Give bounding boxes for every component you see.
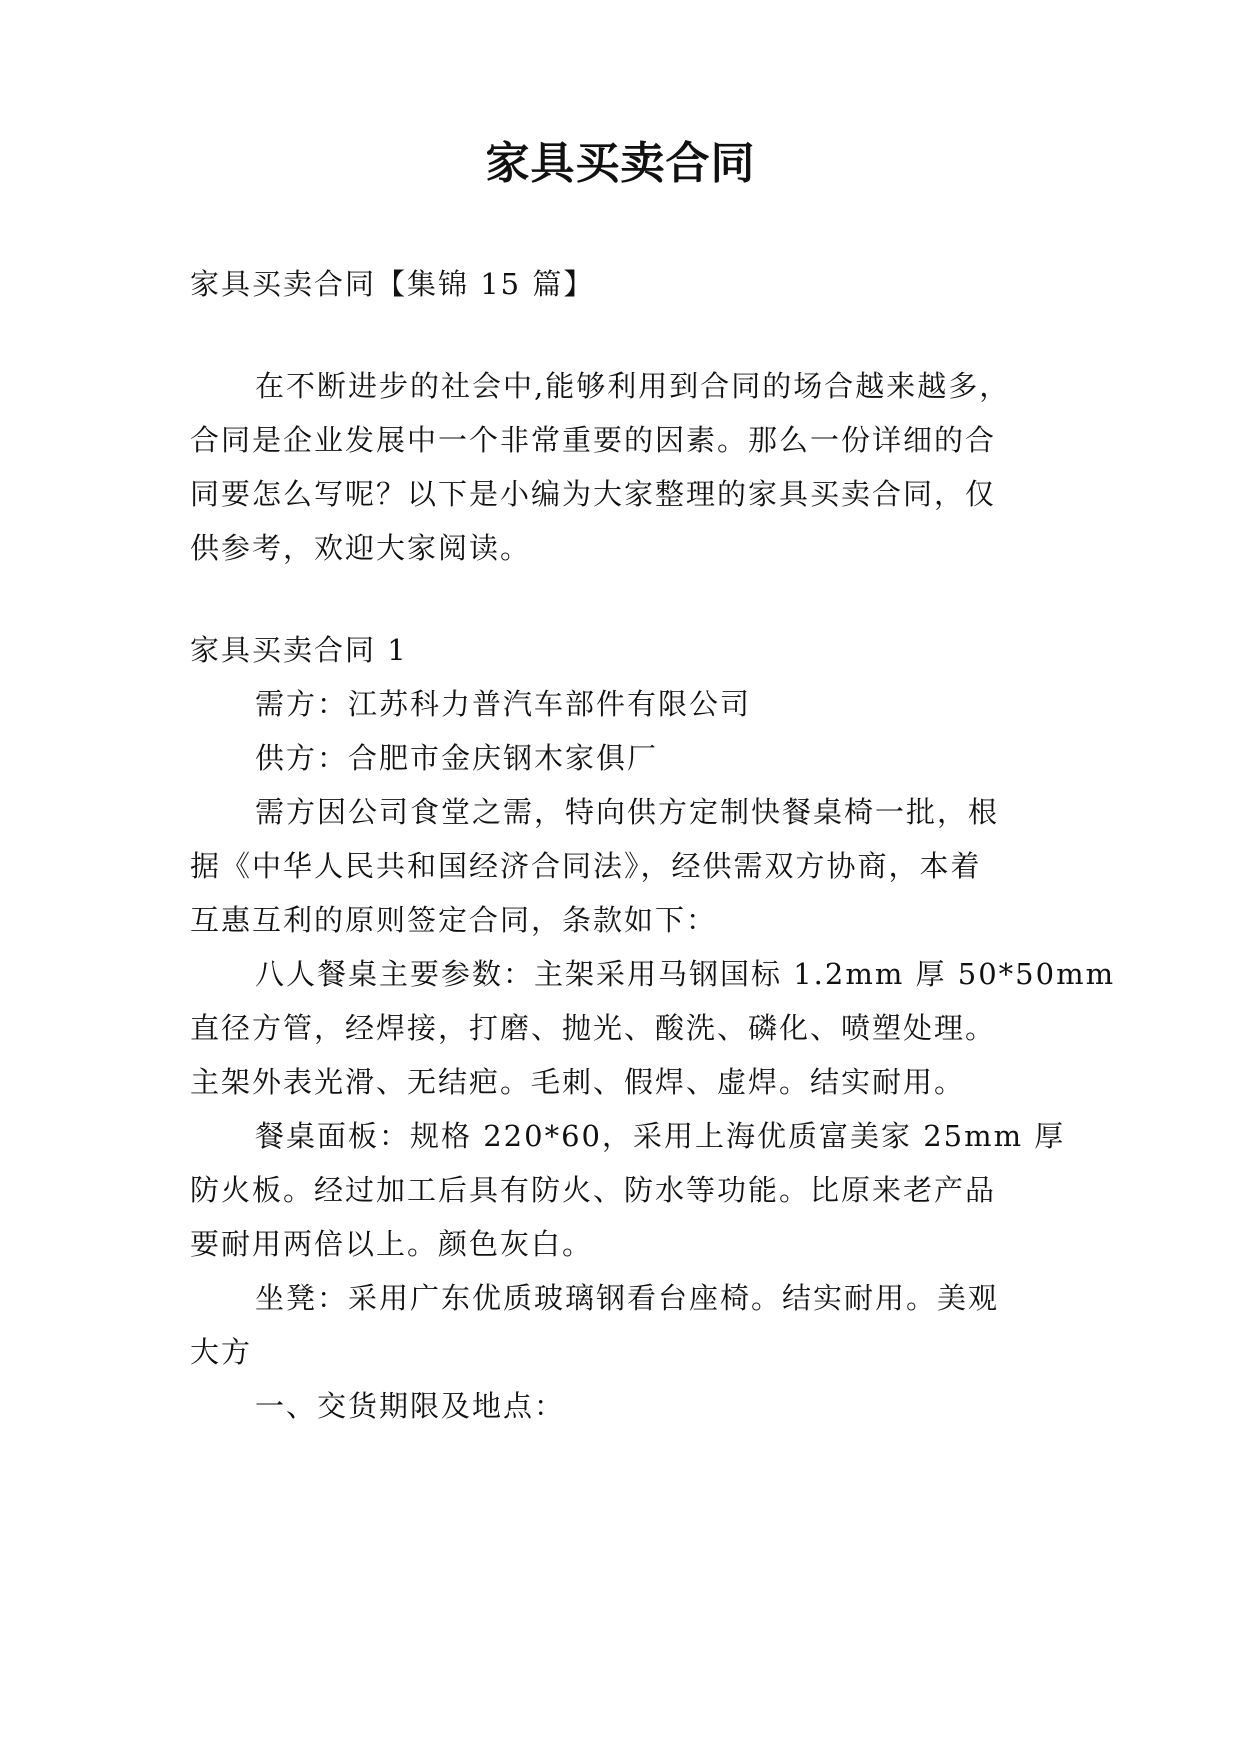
para4-line-2: 大方 xyxy=(190,1335,253,1369)
item1-heading: 一、交货期限及地点： xyxy=(255,1389,566,1423)
document-subtitle: 家具买卖合同【集锦 15 篇】 xyxy=(190,267,595,301)
para1-line-2: 据《中华人民共和国经济合同法》，经供需双方协商，本着 xyxy=(190,849,982,883)
para4-line-1: 坐凳：采用广东优质玻璃钢看台座椅。结实耐用。美观 xyxy=(255,1281,1000,1315)
para3-line-2: 防火板。经过加工后具有防火、防水等功能。比原来老产品 xyxy=(190,1173,997,1207)
intro-line-1: 在不断进步的社会中,能够利用到合同的场合越来越多， xyxy=(255,369,1011,403)
para1-line-1: 需方因公司食堂之需，特向供方定制快餐桌椅一批，根 xyxy=(255,795,1000,829)
para3-line-1: 餐桌面板：规格 220*60，采用上海优质富美家 25mm 厚 xyxy=(255,1119,1066,1153)
document-title: 家具买卖合同 xyxy=(485,138,756,189)
intro-line-3: 同要怎么写呢？以下是小编为大家整理的家具买卖合同，仅 xyxy=(190,477,997,511)
buyer-line: 需方：江苏科力普汽车部件有限公司 xyxy=(255,687,752,721)
intro-line-2: 合同是企业发展中一个非常重要的因素。那么一份详细的合 xyxy=(190,423,997,457)
supplier-line: 供方：合肥市金庆钢木家俱厂 xyxy=(255,741,659,775)
para2-line-3: 主架外表光滑、无结疤。毛刺、假焊、虚焊。结实耐用。 xyxy=(190,1065,966,1099)
para3-line-3: 要耐用两倍以上。颜色灰白。 xyxy=(190,1227,594,1261)
intro-line-4: 供参考，欢迎大家阅读。 xyxy=(190,531,532,565)
para2-line-2: 直径方管，经焊接，打磨、抛光、酸洗、磷化、喷塑处理。 xyxy=(190,1011,997,1045)
para2-line-1: 八人餐桌主要参数：主架采用马钢国标 1.2mm 厚 50*50mm xyxy=(255,957,1116,991)
para1-line-3: 互惠互利的原则签定合同，条款如下： xyxy=(190,903,718,937)
section-heading: 家具买卖合同 1 xyxy=(190,633,408,667)
